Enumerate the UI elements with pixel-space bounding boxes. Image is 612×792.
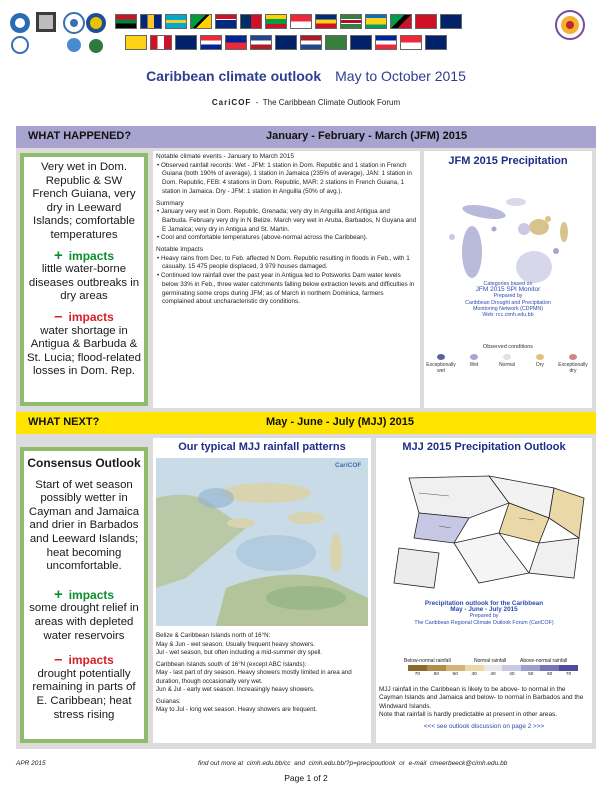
scale-tick: 70 [414, 672, 421, 677]
scale-tick: 60 [547, 672, 553, 677]
caricof-logo [555, 10, 585, 40]
legend-label: Exceptionally dry [558, 362, 588, 374]
consensus-summary: Start of wet season possibly wetter in Cayman and Jamaica and drier in Barbados and Leeward Islands; heat becoming uncomfortable. [28, 478, 140, 573]
scale-tick: 60 [433, 672, 439, 677]
usaid-logo [89, 39, 103, 53]
outlook-summary: MJJ rainfall in the Caribbean is likely to be above- to normal in the Cayman Islands and Jamaica and below- to normal in Barbados and the Windward Islands. [379, 686, 584, 710]
legend-swatch [503, 354, 511, 360]
negative-impacts-label: impacts [68, 653, 114, 668]
flag [175, 35, 197, 50]
flag [190, 14, 212, 29]
outlook-caption-line: Precipitation outlook for the Caribbean [424, 600, 544, 607]
pattern-line: Jul - wet season, but often including a mid-summer dry spell. [156, 649, 323, 656]
impacts-bullet-text: Continued low rainfall over the past year in Antigua led to Potsworks Dam water levels below 33% in Feb., three water catchments falling below extraction levels and difficulties in germinating some crops during JFM; as of March in northern Dominica, farmers complained about uncharacteristic dry conditions. [160, 272, 415, 306]
flag [200, 35, 222, 50]
flag [265, 14, 287, 29]
jfm-credit: Monitoring Network (CDPMN) [472, 305, 544, 312]
negative-impacts-text: water shortage in Antigua & Barbuda & St. Lucia; flood-related losses in Dom. Rep. [27, 324, 141, 378]
section1-bar [16, 126, 596, 148]
pattern-heading: Belize & Caribbean Islands north of 16°N: [156, 632, 271, 639]
jfm-legend-title: Observed conditions [482, 344, 534, 350]
legend-swatch [470, 354, 478, 360]
outlook-discussion-link[interactable]: <<< see outlook discussion on page 2 >>> [423, 722, 545, 730]
section1-label: WHAT HAPPENED? [28, 130, 132, 142]
title-dates: May to October 2015 [335, 68, 466, 84]
impacts-bullet: • Heavy rains from Dec. to Feb. affected N Dom. Republic resulting in floods in Feb., with 1 casualty. 15 475 people displaced, 3 979 houses damaged. [157, 254, 410, 271]
jfm-map [424, 177, 592, 300]
minus-icon: – [54, 307, 63, 325]
negative-impacts-label: impacts [68, 309, 114, 324]
section2-label: WHAT NEXT? [28, 416, 100, 428]
scale-swatch [521, 665, 540, 671]
pattern-line: May - last part of dry season. Heavy showers mostly limited in area and duration, though occasionally very wet. [156, 669, 352, 685]
positive-impacts-heading [27, 585, 141, 603]
scale-swatch [446, 665, 465, 671]
flag [300, 35, 322, 50]
section2-bar [16, 412, 596, 434]
impacts-bullet: • Continued low rainfall over the past year in Antigua led to Potsworks Dam water levels below 33% in Feb., three water catchments falling below extraction levels and difficulties in germinating some crops during JFM; as of March in northern Dominica, farmers complained about uncharacteristic dry conditions. [157, 272, 415, 306]
positive-impacts-label: impacts [68, 587, 115, 602]
flag [215, 14, 237, 29]
flag [250, 35, 272, 50]
negative-impacts-text: drought potentially remaining in parts of E. Caribbean; heat stress rising [32, 667, 136, 721]
scale-tick: 40 [509, 672, 515, 677]
summary-bullet: • Cool and comfortable temperatures (above-normal across the Caribbean). [157, 234, 368, 242]
positive-impacts-heading [27, 246, 141, 264]
flag [415, 14, 437, 29]
outlook-caption [376, 601, 592, 626]
plus-icon: + [53, 246, 63, 264]
patterns-title: Our typical MJJ rainfall patterns [178, 441, 346, 453]
jfm-figure [424, 151, 592, 408]
scale-swatch [502, 665, 521, 671]
outlook-caption-line: The Caribbean Regional Climate Outlook Forum (CariCOF) [414, 619, 554, 626]
impacts-heading: Notable Impacts [156, 246, 203, 254]
pattern-line: Jun & Jul - early wet season. Increasingly heavy showers. [156, 686, 315, 693]
summary-bullet: • January very wet in Dom. Republic, Grenada; very dry in Anguilla and Antigua and Barbuda. February very dry in N Belize. March very wet in Aruba, Barbados, N Guyana and E Jamaica; very dry in Antigua and St. Martin. [157, 208, 417, 233]
flag [115, 14, 137, 29]
legend-item [490, 354, 524, 368]
flag [125, 35, 147, 50]
negative-impacts-heading [27, 653, 141, 668]
flag [365, 14, 387, 29]
flag [240, 14, 262, 29]
outlook-note: Note that rainfall is hardly predictable at present in other areas. [379, 711, 557, 719]
flag [225, 35, 247, 50]
patterns-logo: CariCOF [335, 462, 362, 469]
scale-below-label: Below-normal rainfall [404, 658, 451, 664]
legend-swatch [569, 354, 577, 360]
flag [140, 14, 162, 29]
outlook-text [379, 686, 589, 731]
footer-email[interactable]: cmeerbeeck@cimh.edu.bb [429, 760, 508, 767]
footer-find: find out more at [198, 760, 244, 767]
minus-icon: – [54, 651, 63, 669]
flag [425, 35, 447, 50]
plus-icon: + [53, 585, 63, 603]
jfm-figure-title: JFM 2015 Precipitation [448, 155, 568, 167]
positive-impacts-text: little water-borne diseases outbreaks in dry areas [28, 263, 140, 303]
pattern-heading: Caribbean Islands south of 16°N (except ABC Islands): [156, 660, 307, 668]
scale-swatch [408, 665, 427, 671]
legend-label: Exceptionally wet [426, 362, 456, 374]
jfm-credit: Prepared by [493, 293, 523, 300]
scale-swatch [484, 665, 503, 671]
flag [375, 35, 397, 50]
page-title [0, 68, 612, 84]
patterns-map [156, 458, 368, 626]
flag [165, 14, 187, 29]
patterns-text [156, 632, 368, 715]
positive-impacts-label: impacts [68, 248, 115, 263]
section2-period: May - June - July (MJJ) 2015 [266, 416, 414, 428]
legend-item [457, 354, 491, 368]
flag [340, 14, 362, 29]
summary-bullet-text: January very wet in Dom. Republic, Grenada; very dry in Anguilla and Antigua and Barbuda. February very dry in N Belize. March very wet in Aruba, Barbados, N Guyana and E Jamaica; very dry in Antigua and St. Martin. [160, 208, 417, 233]
jfm-credit: Web: rcc.cimh.edu.bb [482, 312, 534, 319]
jfm-legend [424, 354, 592, 394]
footer-or: or [399, 760, 405, 767]
footer-and: and [294, 760, 305, 767]
subtitle-text: The Caribbean Climate Outlook Forum [262, 98, 401, 107]
summary-heading: Summary [156, 199, 184, 207]
brand-separator: - [255, 98, 259, 107]
patterns-column [153, 438, 371, 743]
footer-url-cc[interactable]: cimh.edu.bb/cc [246, 760, 291, 767]
scale-tick: 50 [528, 672, 534, 677]
scale-ticks [408, 672, 578, 679]
flag [350, 35, 372, 50]
pattern-line: May & Jun - wet season. Usually frequent heavy showers. [156, 640, 315, 648]
page-number: Page 1 of 2 [284, 773, 328, 783]
scale-tick: 50 [452, 672, 458, 677]
flag [440, 14, 462, 29]
legend-item [556, 354, 590, 374]
flag [390, 14, 412, 29]
jfm-credit: Caribbean Drought and Precipitation [465, 299, 551, 306]
outlook-map [379, 458, 589, 598]
brand-name: CariCOF [211, 98, 252, 107]
footer-date: APR 2015 [16, 760, 46, 767]
negative-impacts-heading [27, 307, 141, 325]
member-flags [115, 8, 510, 58]
scale-tick: 70 [565, 672, 572, 677]
legend-label: Dry [536, 362, 544, 368]
scale-swatch [559, 665, 578, 671]
impacts-bullet-text: Heavy rains from Dec. to Feb. affected N Dom. Republic resulting in floods in Feb., with 1 casualty. 15 475 people displaced, 3 979 houses damaged. [160, 254, 410, 271]
legend-item [424, 354, 458, 374]
notable-bullet: • Observed rainfall records: Wet - JFM: 1 station in Dom. Republic and 1 station in French Guiana (both 190% of average), 1 station in Jamaica (235% of average), JAN: 1 station in Dom. Republic, FEB: 4 stations in Dom. Republic, MAR: 2 stations in French Guiana, 1 station in Jamaica. Dry - JFM: 1 station in Anguilla (50% of avg.). [157, 161, 412, 195]
jfm-credits [424, 281, 592, 318]
flag [325, 35, 347, 50]
flag [315, 14, 337, 29]
flag [400, 35, 422, 50]
page-subtitle [0, 98, 612, 107]
summary-bullet-text: Cool and comfortable temperatures (above-normal across the Caribbean). [160, 234, 368, 242]
outlook-column [376, 438, 592, 743]
flag [290, 14, 312, 29]
who-logo [67, 38, 81, 52]
footer-email-label: e-mail [408, 760, 427, 767]
flag [275, 35, 297, 50]
section1-period: January - February - March (JFM) 2015 [266, 130, 468, 142]
jfm-credit: JFM 2015 SPI Monitor [475, 286, 541, 294]
scale-above-label: Above-normal rainfall [520, 658, 568, 664]
pattern-heading: Guianas: [156, 697, 181, 705]
section2-summary-box [20, 447, 148, 743]
scale-swatch [540, 665, 559, 671]
notable-heading: Notable climate events - January to March 2015 [156, 153, 295, 160]
consensus-heading: Consensus Outlook [27, 456, 141, 470]
legend-label: Wet [469, 362, 479, 368]
outlook-caption-line: Prepared by [469, 613, 499, 620]
title-text: Caribbean climate outlook [146, 68, 322, 84]
scale-swatches [408, 665, 578, 671]
scale-swatch [427, 665, 446, 671]
notable-bullet-text: Observed rainfall records: Wet - JFM: 1 station in Dom. Republic and 1 station in French Guiana (both 190% of average), 1 station in Jamaica (235% of average), JAN: 1 station in Dom. Republic, FEB: 4 stations in Dom. Republic, MAR: 2 stations in French Guiana, 1 station in Jamaica. Dry - JFM: 1 station in Anguilla (50% of avg.). [160, 161, 412, 195]
legend-item [523, 354, 557, 368]
scale-swatch [465, 665, 484, 671]
outlook-caption-line: May - June - July 2015 [450, 606, 518, 614]
legend-label: Normal [498, 362, 516, 368]
outlook-title: MJJ 2015 Precipitation Outlook [402, 441, 566, 453]
legend-swatch [437, 354, 445, 360]
flag [150, 35, 172, 50]
scale-tick: 40 [471, 672, 477, 677]
section1-text-column [153, 151, 420, 408]
outlook-scale [380, 658, 588, 680]
pattern-line: May to Jul - long wet season. Heavy showers are frequent. [156, 706, 317, 713]
section1-summary: Very wet in Dom. Republic & SW French Guiana, very dry in Leeward Islands; comfortable temperatures [32, 161, 136, 241]
rcc-logo [12, 37, 28, 53]
scale-tick: 40 [490, 672, 496, 677]
legend-swatch [536, 354, 544, 360]
scale-normal-label: Normal rainfall [474, 658, 507, 664]
footer-links [198, 760, 507, 767]
section1-summary-box [20, 153, 148, 406]
footer-url-outlook[interactable]: cimh.edu.bb/?p=precipoutlook [308, 760, 396, 767]
jfm-credit: Categories based on [483, 281, 533, 287]
positive-impacts-text: some drought relief in areas with depleted water reservoirs [29, 602, 139, 642]
